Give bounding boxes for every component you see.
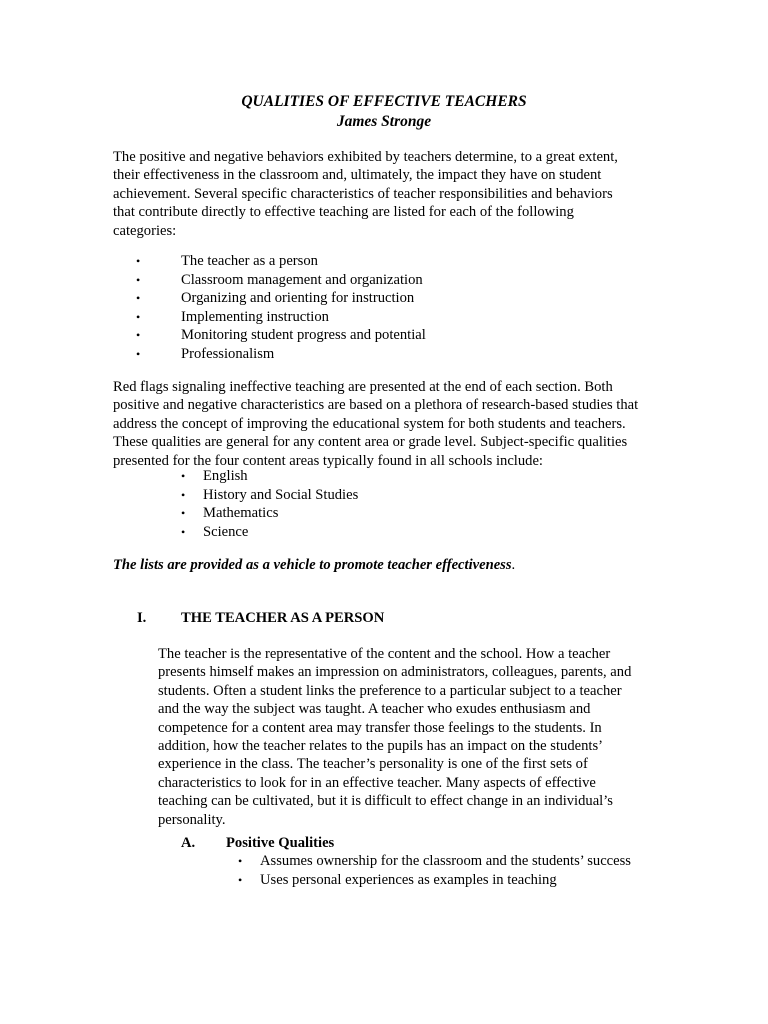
document-title: QUALITIES OF EFFECTIVE TEACHERS	[241, 93, 527, 110]
subsection-title: Positive Qualities	[226, 835, 335, 851]
section-body	[158, 645, 631, 829]
redflags-paragraph	[113, 378, 638, 470]
bullet-icon: •	[181, 524, 186, 539]
document-page: QUALITIES OF EFFECTIVE TEACHERS James Stronge The positive and negative behaviors exhibited by teachers determine, to a great extent, their effectiveness in the classroom and, ultimately, the impact they have on student achievement. Several specific characteristics of teacher responsibilities and behaviors that contribute directly to effective teaching are listed for each of the following categories: • The teacher as a person • Classroom management and organization • Organizing and orienting for instruction • Implementing instruction • Monitoring student progress and potential • Professionalism Red flags signaling ineffective teaching are presented at the end of each section. Both positive and negative characteristics are based on a plethora of research-based studies that address the concept of improving the educational system for both students and teachers. These qualities are general for any content area or grade level. Subject-specific qualities presented for the four content areas typically found in all schools include: • English • History and Social Studies • Mathematics • Science The lists are provided as a vehicle to promote teacher effectiveness. I. THE TEACHER AS A PERSON The teacher is the representative of the content and the school. How a teacher presents himself makes an impression on administrators, colleagues, parents, and students. Often a student links the preference to a particular subject to a teacher and the way the subject was taught. A teacher who exudes enthusiasm and competence for a content area may transfer those feelings to the students. In addition, how the teacher relates to the pupils has an impact on the students’ experience in the class. The teacher’s personality is one of the first sets of characteristics to look for in an effective teacher. Many aspects of effective teaching can be cultivated, but it is difficult to effect change in an individual’s personality. A. Positive Qualities • Assumes ownership for the classroom and the students’ success • Uses personal experiences as examples in teaching	[0, 0, 768, 1024]
text-line: The teacher is the representative of the content and the school. How a teacher	[158, 646, 611, 662]
bullet-icon: •	[136, 346, 141, 361]
text-line: The positive and negative behaviors exhibited by teachers determine, to a great extent,	[113, 149, 618, 165]
text-line: Red flags signaling ineffective teaching are presented at the end of each section. Both	[113, 379, 613, 395]
text-line: and the way the subject was taught. A teacher who exudes enthusiasm and	[158, 701, 591, 718]
document-author: James Stronge	[336, 113, 432, 130]
intro-paragraph	[113, 148, 618, 240]
text-line: addition, how the teacher relates to the pupils has an impact on the students’	[158, 738, 603, 755]
bullet-icon: •	[238, 854, 243, 868]
text-line: their effectiveness in the classroom and, ultimately, the impact they have on student	[113, 167, 602, 184]
text-line: that contribute directly to effective teaching are listed for each of the following	[113, 204, 574, 221]
text-line: students. Often a student links the preference to a particular subject to a teacher	[158, 682, 622, 699]
bullet-icon: •	[136, 309, 141, 324]
section-number: I.	[137, 610, 147, 626]
bullet-icon: •	[136, 254, 141, 268]
bullet-icon: •	[136, 272, 141, 287]
text-line: achievement. Several specific characteristics of teacher responsibilities and behaviors	[113, 185, 613, 202]
text-line: address the concept of improving the educational system for both students and teachers.	[113, 415, 626, 432]
section-title: THE TEACHER AS A PERSON	[181, 610, 385, 626]
bullet-icon: •	[181, 506, 186, 520]
bullet-icon: •	[181, 469, 186, 483]
subsection-number: A.	[181, 835, 196, 851]
text-line: presents himself makes an impression on administrators, colleagues, parents, and	[158, 664, 632, 681]
bullet-icon: •	[136, 291, 141, 305]
text-line: competence for a content area may transfer those feelings to the students. In	[158, 719, 602, 736]
text-line: These qualities are general for any content area or grade level. Subject-specific qualities	[113, 434, 628, 451]
text-line: personality.	[158, 811, 226, 828]
text-line: positive and negative characteristics are based on a plethora of research-based studies that	[113, 397, 639, 414]
bullet-icon: •	[136, 328, 141, 342]
text-line: experience in the class. The teacher’s personality is one of the first sets of	[158, 756, 588, 773]
text-line: presented for the four content areas typically found in all schools include:	[113, 452, 543, 469]
emphasis-statement: The lists are provided as a vehicle to promote teacher effectiveness.	[113, 557, 516, 573]
bullet-icon: •	[181, 487, 186, 502]
text-line: characteristics to look for in an effective teacher. Many aspects of effective	[158, 774, 596, 791]
text-line: teaching can be cultivated, but it is difficult to effect change in an individual’s	[158, 793, 613, 810]
text-line: categories:	[113, 222, 177, 239]
bullet-icon: •	[238, 872, 243, 887]
